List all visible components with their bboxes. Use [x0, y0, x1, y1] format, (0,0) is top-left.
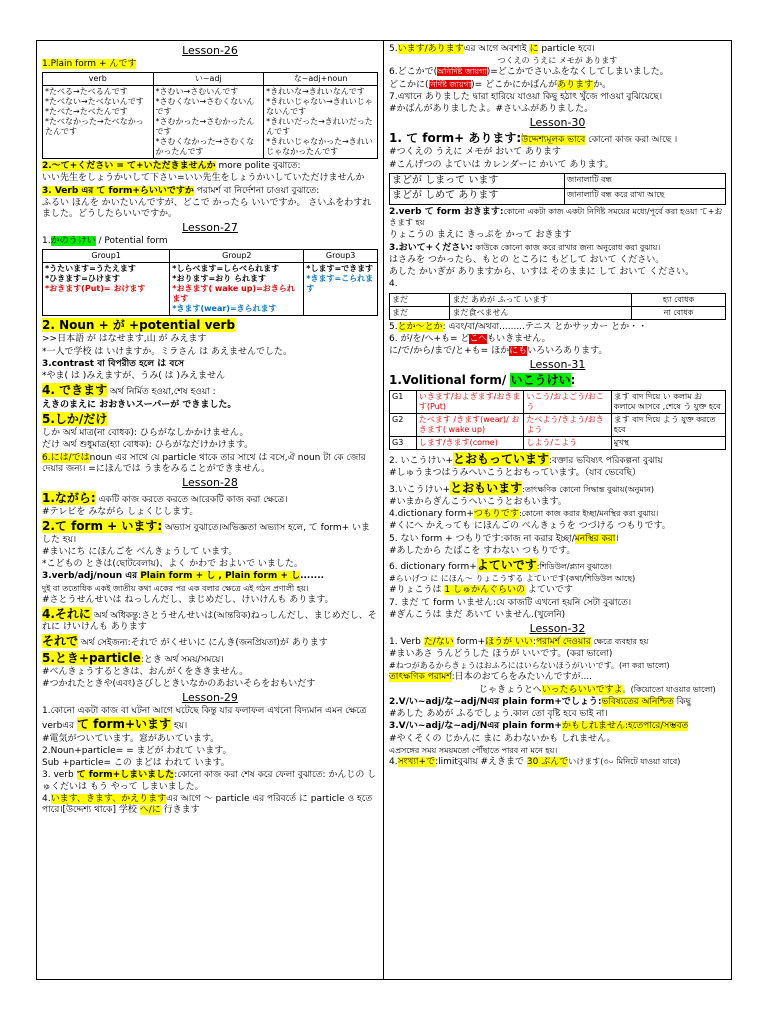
table-cell: まだ: [390, 306, 450, 319]
point-text: Plain form + し , Plain form + し: [140, 571, 301, 582]
table-header: Group3: [304, 250, 378, 263]
point-text: :: [533, 636, 537, 647]
table-cell: G2: [390, 414, 417, 437]
right-column: [384, 41, 731, 979]
point-text: 6. dictionary form+: [389, 562, 477, 572]
example-text: #べんきょうするときは、おんがくをききません。: [42, 666, 249, 677]
point-number: 4.: [389, 756, 398, 767]
table-cell: না বোধক: [631, 306, 725, 319]
point-text: হয়।: [171, 721, 188, 732]
table-cell: জানালাটি বন্ধ: [565, 173, 726, 189]
point-label: かもしれません:হতেপারে/সম্ভবত: [561, 721, 689, 732]
point-text: 6. が/を/へ+も= ど: [389, 333, 470, 344]
point-heading: 2. Noun + が +potential verb: [42, 318, 236, 333]
point-label: উদ্দেশ্যমূলক ভাবে: [521, 135, 586, 145]
point-text: いろいろあります。: [527, 346, 608, 356]
point-heading: た/ない: [423, 636, 454, 647]
example-text: じゃきょうとへ: [479, 684, 542, 695]
potential-form-label: かのうけい: [50, 236, 96, 246]
plain-form-table: [42, 72, 378, 159]
example-text: だけ অর্থ শুধুমাত্র(হ্যা বোধক): ひらがなだけかけます。: [42, 440, 253, 451]
point-heading: よていです: [476, 558, 537, 572]
point-heading: 2.verb て form おきます:: [389, 206, 504, 217]
point-text: / Potential form: [95, 236, 168, 246]
example-text: #くにへ かえっても にほんごの べんきょうを つづける つもりです。: [389, 521, 671, 532]
point-heading: います、きます、かえります: [50, 793, 167, 804]
point-text: noun এর সাথে যে particle থাকে তার সাথে は বসে,ঐ noun টা কে জোর দেয়ার জন্য। =にほんでは うまをみることができません。: [42, 452, 366, 474]
example-text: よていです: [525, 585, 573, 596]
point-heading: 5.とき+particle: [42, 650, 141, 665]
point-heading: 4. できます: [42, 383, 108, 398]
point-text: 行きます: [160, 805, 200, 815]
example-text: *一人で学校 は いけますか。ミラさん は あえませんでした。: [42, 346, 292, 357]
point-text: 1. Verb: [389, 636, 424, 647]
example-text: *やま( は )みえますが、うみ( は )みえません: [42, 371, 225, 381]
point-text: কাউকে কোনো কাজ করে রাখার জন্য অনুরোধ করা বুঝায়।: [472, 242, 661, 252]
point-heading: に: [529, 44, 539, 54]
point-text: :কোনো কাজ করা শেষ করে ফেলা বুঝাতে: かんじの しゅくだいは もう やって しまいました。: [42, 770, 377, 792]
point-text: অর্থ নির্মিত হওয়া,শেষ হওয়া :: [107, 387, 216, 398]
table-header: Group1: [43, 250, 170, 263]
point-text: : এবং/বা/অথবা.........テニス とかサッカー とか・・: [442, 321, 648, 332]
point-text: কিছু: [673, 696, 691, 707]
table-cell: *おります=おり られます: [172, 274, 266, 284]
point-text: )= どこかにかばんが: [471, 79, 558, 90]
example-text: >>日本語 が はなせます,山 が みえます: [42, 334, 207, 345]
point-text: 7.এখানে ありました দ্বারা হারিয়ে যাওয়া কিছু হঠাৎ খুঁজে পাওয়া বুঝিয়েছে।: [389, 91, 663, 102]
example-text: #つくえの うえに メモが おいて あります: [389, 147, 561, 158]
table-header: な~adj+noun: [264, 73, 378, 86]
point-heading: つもりです: [473, 509, 519, 519]
potential-form-table: [42, 249, 378, 316]
example-text: = まどが われて います。: [126, 745, 232, 756]
table-header: Group2: [170, 250, 304, 263]
notes-sheet: [36, 40, 732, 980]
example-text: はさみを つかったら、もとの ところに もどして おいて ください。: [389, 254, 665, 265]
example-text: #あしたから たばこを すわない つもりです。: [389, 545, 576, 556]
point-text: কোনো কাজ করা আছে ।: [585, 135, 678, 145]
point-text: দুই বা ততোধিক একই জাতীয় কথা একের পর এক বলার ক্ষেত্রে এই গঠন প্রণালী হয়।: [42, 583, 309, 593]
point-heading: 3. Verb এর て form+らいいですか: [42, 185, 194, 196]
point-number: 5.: [389, 44, 398, 54]
example-text: #テレビを みながら しょくじします。: [42, 507, 199, 517]
point-heading: て form+しまいました: [76, 770, 175, 781]
point-heading: 4.それに: [42, 606, 91, 621]
point-heading: 5.しか/だけ: [42, 411, 108, 426]
example-text: #かばんがありましたよ。#さいふがありました。: [389, 104, 594, 114]
point-heading: とおもっています: [453, 452, 550, 466]
point-label: অনির্দিষ্ট জায়গা: [437, 67, 487, 77]
point-text: 3.いこうけい+: [389, 484, 451, 495]
point-heading: 1.ながら:: [42, 490, 96, 505]
table-cell: しよう/こよう: [524, 437, 611, 450]
table-cell: জানালাটি বন্ধ করে রাখা আছে: [565, 189, 726, 205]
table-cell: *します=できます: [306, 264, 374, 274]
point-text: এর আগে অবশ্যই: [463, 44, 530, 54]
table-cell: まどが しめて あります: [390, 189, 565, 205]
table-cell: たべよう/きよう/おきよう: [524, 414, 611, 437]
lesson-29-title: Lesson-29: [182, 691, 238, 705]
table-cell: হ্যা বোধক: [631, 293, 725, 306]
point-text: 2. いこうけい+: [389, 456, 453, 466]
point-text: もいきません。: [487, 333, 551, 344]
point-label: তাৎক্ষণিক পরামর্শ: [389, 672, 452, 683]
lesson-26-title: Lesson-26: [182, 44, 238, 57]
mada-table: [389, 293, 726, 320]
example-text: りょこうの まえに きっぷを かって おきます: [389, 230, 572, 241]
example-text: #つかれたときや(এবং)さびしときいなかのあおいそらをおもいだす: [42, 679, 316, 689]
example-text: Sub +particle= この まどは われて います。: [42, 758, 230, 768]
point-heading: へ/に: [139, 805, 161, 815]
point-heading: とか～とか: [397, 321, 443, 332]
lesson-31-title: Lesson-31: [529, 358, 586, 372]
table-cell: *おきます(Put)= おけます: [45, 284, 146, 294]
volitional-form-label: いこうけい: [510, 373, 571, 387]
example-text: #らいげつ に にほん～ りょこうする よていです(কথা/শিডিউল আছে): [389, 574, 636, 584]
point-text: :কোনো কাজ করার ইচ্ছা/মনস্থির করা বুঝায়।: [518, 509, 659, 518]
lesson-27-title: Lesson-27: [182, 221, 238, 235]
table-header: verb: [43, 73, 154, 86]
point-text: particle হবে।: [538, 44, 595, 54]
table-cell: ます বাদ দিয়ে よう যুক্ত করতে হবে: [611, 414, 725, 437]
point-heading: 1.Volitional form/: [389, 373, 511, 387]
example-text: #電気がついています。窓があいています。: [42, 733, 220, 744]
example-text: #やくそくの じかんに まに あわないかも しれません。: [389, 733, 616, 744]
point-heading: 3.verb/adj/noun এর: [42, 571, 141, 582]
point-heading: 2.V/い~adj/な~adj/Nএর plain form+でしょう:: [389, 696, 602, 707]
example-text: #さとうせんせいは ねっしんだし、まじめだし、けいけんも あります。: [42, 594, 334, 605]
point-number: 4.: [389, 279, 398, 290]
table-cell: G3: [390, 437, 417, 450]
lesson-32-title: Lesson-32: [529, 622, 586, 635]
point-text: 1.কোনো একটা কাজ বা ঘটনা আগে ঘটেছে কিন্তু যার ফলাফল এখনো বিদ্যমান এমন ক্ষেত্রে verbএর: [42, 706, 367, 732]
table-cell: G1: [390, 391, 417, 414]
point-heading: 6.には/では: [42, 452, 90, 463]
point-heading: ほうが いい: [485, 636, 534, 647]
point-heading: 3.contrast বা বিপরীত হলে は বসে: [42, 358, 184, 369]
point-text: অর্থ সেইজন্য:それで がくせいに にんき(জনপ্রিয়তা)が あります: [78, 638, 328, 649]
table-cell: ます বাদ দিয়ে い কলাম お কলামে আসবে ,শেষে う যুক্ত হবে: [611, 391, 725, 414]
point-text: )=どこかでさいふをなくしてしまいました。: [486, 67, 669, 78]
example-text: #まいあさ うんどうした ほうが いいです。(করা ভালো): [389, 649, 613, 659]
table-cell: たべます /きます(wear)/ おきます( wake up): [416, 414, 524, 437]
example-text: #こんげつの よていは カレンダーに かいて あります。: [389, 159, 614, 170]
table-cell: *うたいます=うたえます: [45, 264, 136, 274]
example-text: #いまからぎんこうへいこうとおもいます。: [389, 496, 567, 507]
point-heading: সংখ্যা+で: [397, 756, 436, 767]
point-text: :limitবুঝায় #えきまで: [435, 756, 527, 767]
point-text: 2.Noun+particle=: [42, 745, 127, 756]
example-text: #まいにち にほんごを べんきょうして います。: [42, 546, 238, 557]
point-number: 5.: [389, 321, 398, 332]
point-text: どこかに(: [389, 79, 429, 90]
point-label: নির্দিষ্ট জায়গা: [428, 79, 472, 89]
point-text: কোনো একটা কাজ একটা নির্দিষ্ট সময়ের মধ্যে/পূর্বে করা হওয়া て+おきます হয়: [389, 206, 723, 227]
point-heading: 3.おいて+ください:: [389, 242, 473, 253]
example-text: 1 しゅかんぐらいの: [444, 585, 525, 596]
point-text: いけます(৩০ মিনিটে যাওয়া যাবে): [568, 756, 681, 766]
point-text: に/で/から/まで/と+も= ほか: [389, 346, 510, 356]
example-text: しか অর্থ মাত্র(না বোধক): ひらがなしかかけません。: [42, 428, 249, 438]
point-text: :: [570, 373, 576, 387]
point-heading: 2.て form + います:: [42, 519, 163, 534]
point-heading: 3.V/い~adj/な~adj/Nএর plain form+: [389, 721, 562, 732]
table-cell: *きます=こられます: [306, 274, 374, 294]
plain-form-heading: 1.Plain form + んです: [42, 58, 137, 69]
point-text: :日本のおてらをみたいんですが....: [451, 672, 593, 683]
table-cell: まどが しまって います: [390, 173, 565, 189]
point-text: :বক্তার ভবিষ্যৎ পরিকল্পনা বুঝায়: [549, 456, 663, 466]
point-text: পরামর্শ বা নির্দেশনা চাওয়া বুঝাতে:: [193, 185, 320, 196]
table-cell: まだ食べません: [450, 306, 631, 319]
point-heading: とおもいます: [450, 480, 523, 495]
table-cell: *おきます( wake up)=おきられます: [172, 284, 295, 304]
point-text: 5. ない form + つもりです:কাজ না করার ইচ্ছা/: [389, 533, 575, 544]
point-text: এপ্রসঙ্গের সময় সময়মতো পৌঁছাতে পারব না মনে হয়।: [389, 745, 558, 755]
table-cell: いきます/およぎます/おきます(Put): [416, 391, 524, 414]
table-cell: *きれいな→きれいなんです *きれいじゃない→きれいじゃないんです *きれいだった→きれいだったんです *きれいじゃなかった→きれいじゃなかったんです: [264, 86, 378, 159]
point-text: form+: [453, 636, 486, 647]
example-text: いったらいいですよ: [541, 684, 623, 695]
point-text: 3. verb: [42, 770, 77, 781]
point-label: こへ: [469, 333, 488, 344]
point-text: :তাৎক্ষণিক কোনো সিদ্ধান্ত বুঝায়(অনুমান): [522, 484, 655, 494]
example-text: つくえの うえに メモが あります: [497, 56, 618, 66]
table-cell: *さむい→さむいんです *さむくない→さむくないんです *さむかった→さむかったんです *さむくなかった→さむくなかったんです: [153, 86, 264, 159]
point-text: একটি কাজ করতে করতে আরেকটি কাজ করা ক্ষেত্রে।: [95, 494, 288, 505]
point-text: ।: [615, 533, 619, 544]
point-heading: 1. て form+ あります:: [389, 131, 522, 145]
lesson-30-title: Lesson-30: [529, 116, 586, 130]
left-column: [37, 41, 384, 979]
point-text: 4.dictionary form+: [389, 509, 474, 519]
table-cell: *たべる→たべるんです *たべない→たべないんです *たべた→たべたんです *たべなかった→たべなかったんです: [43, 86, 154, 159]
example-text: 。(কিয়োতো যাওয়ার ভালো): [622, 684, 716, 694]
table-cell: মুখস্থ: [611, 437, 725, 450]
example-text: ふるい ほんを かいたいんですが、どこで かったら いいですか。 さいふをわすれました。どうしたらいいですか。: [42, 197, 372, 219]
table-cell: *きます(wear)=きられます: [172, 304, 277, 314]
table-cell: いこう/およごう/おこう: [524, 391, 611, 414]
example-text: *こどもの ときは(ছোটবেলায়)、よく かわで およいで いました。: [42, 559, 303, 569]
example-text: #ぎんこうは まだ あいて いません.(খুলেনি): [389, 609, 566, 620]
point-text: :শিডিউল/প্ল্যান বুঝাতে।: [536, 562, 612, 571]
point-text: এর আগে ～ particle এর পরিবর্তে に particle ও হতে পারে।[উদ্দেশ্য থাকে] 学校: [42, 793, 373, 815]
example-text: #しゅうまつはうみへいこうとおもっています。（যাব ভেবেছি）: [389, 468, 641, 479]
point-heading: それで: [42, 634, 79, 649]
point-text: অভ্যাস বুঝাতে।অভিজ্ঞতা অভ্যাস হলে, て form+ いました হয়।: [42, 523, 371, 545]
table-cell: まだ: [390, 293, 450, 306]
example-text: えきのまえに おおきいスーパーが できました。: [42, 399, 237, 410]
shimatte-table: [389, 173, 726, 205]
point-label: にも: [509, 346, 528, 356]
table-cell: *しらべます=しらべられます: [172, 264, 280, 274]
example-text: #あした あめが ふるでしょう.কাল তো বৃষ্টি হবে ভাই না।: [389, 709, 608, 719]
point-heading: 2.～て+ください = て+いただきませんか: [42, 161, 216, 171]
point-text: ক্ষেত্রে ব্যবহার হয়: [590, 636, 649, 646]
point-text: 7. まだ て form いません:যে কাজটি এখনো হয়নি সেটা বুঝাতে।: [389, 597, 632, 608]
point-label: ভবিষ্যতের অনিশ্চিত: [601, 696, 674, 707]
point-text: 6.どこかで(: [389, 67, 438, 78]
table-header: い~adj: [153, 73, 264, 86]
point-label: মনস্থির করা: [574, 533, 616, 544]
table-cell: します/きます(come): [416, 437, 524, 450]
example-text: あした かいぎが ありますから、いすは そのままに して おいて ください。: [389, 267, 695, 277]
point-text: あります: [557, 79, 594, 90]
lesson-28-title: Lesson-28: [182, 476, 238, 489]
example-text: いい先生をしょうかいして下さい=いい先生をしょうかいしていただけませんか: [42, 173, 365, 184]
example-text: 30 ぷんで: [526, 756, 569, 767]
point-text: :とき অর্থ সময়/সময়ে।: [140, 654, 224, 665]
point-text: অর্থ অধিকন্তু:さとうせんせいは(আন্তরিক)ねっしんだし、まじめだし、それに けいけんも あります: [42, 610, 377, 632]
point-number: 1.: [42, 236, 51, 246]
point-text: .......: [300, 571, 325, 582]
table-cell: まだ あめが ふって います: [450, 293, 631, 306]
point-text: 4.: [42, 793, 51, 804]
table-cell: *ひきます=ひけます: [45, 274, 120, 284]
point-text: more polite বুঝাতে:: [215, 161, 301, 171]
point-heading: います/あります: [397, 44, 464, 54]
volitional-table: [389, 390, 726, 450]
point-text: か。: [593, 79, 612, 90]
example-text: #りょこうは: [389, 585, 445, 596]
point-label: পরামর্শ দেওয়ার: [536, 636, 591, 647]
example-text: #ねつがあるからきょうはおふろにはいらないほうがいいです。(না করা ভালো): [389, 661, 670, 671]
point-heading: て form+います: [76, 717, 172, 732]
